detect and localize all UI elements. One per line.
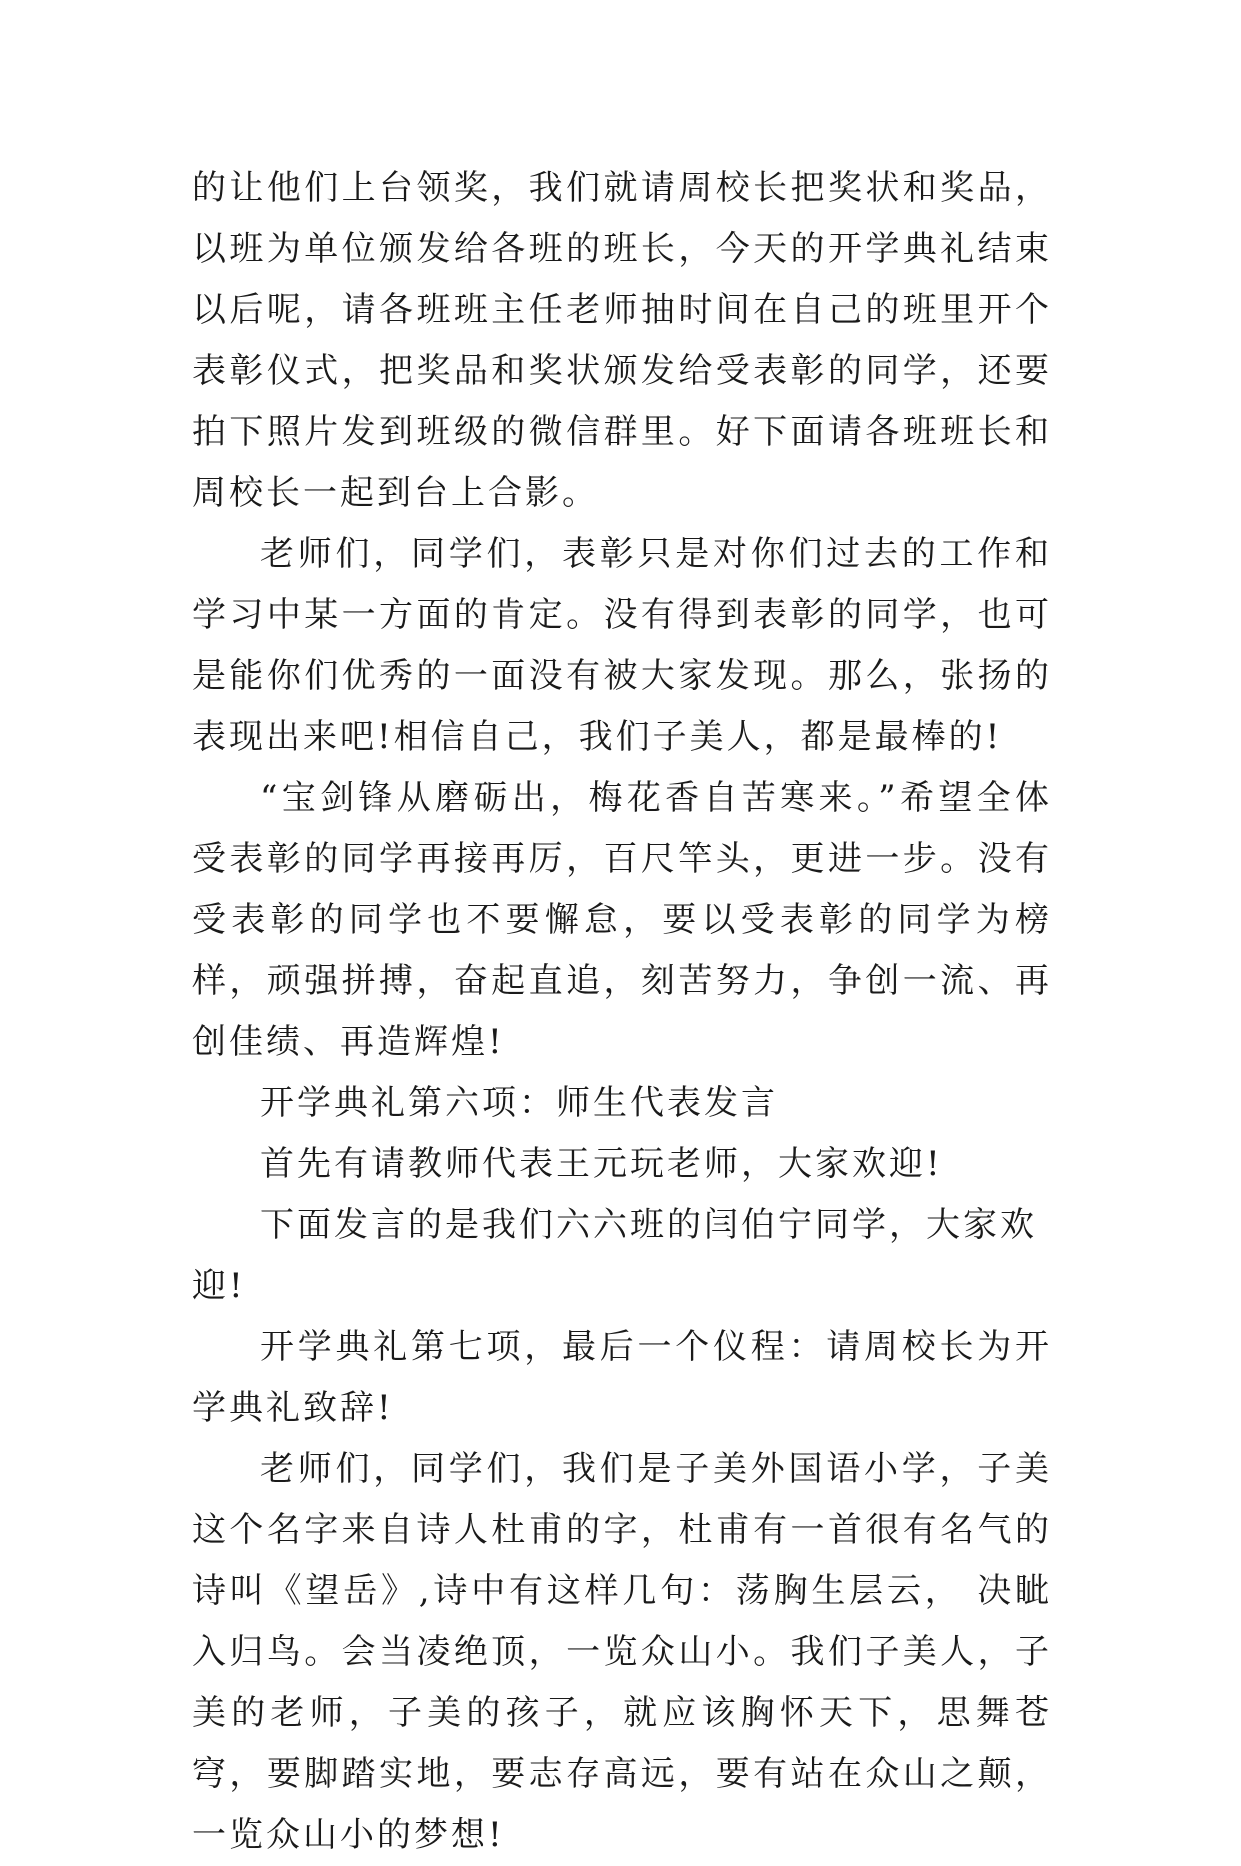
paragraph-agenda-item-seven: 开学典礼第七项，最后一个仪程：请周校长为开学典礼致辞! — [192, 1327, 1052, 1428]
paragraph-agenda-item-six: 开学典礼第六项：师生代表发言 — [260, 1083, 778, 1123]
paragraph-award-ceremony: 的让他们上台领奖，我们就请周校长把奖状和奖品，以班为单位颁发给各班的班长，今天的开学典礼结束以后呢，请各班班主任老师抽时间在自己的班里开个表彰仪式，把奖品和奖状颁发给受表彰的同学，还要拍下照片发到班级的微信群里。好下面请各班班长和周校长一起到台上合影。 — [192, 168, 1052, 513]
paragraph-closing-speech: 老师们，同学们，我们是子美外国语小学，子美这个名字来自诗人杜甫的字，杜甫有一首很有名气的诗叫《望岳》,诗中有这样几句：荡胸生层云， 决眦入归鸟。会当凌绝顶，一览众山小。我们子美人，子美的老师，子美的孩子，就应该胸怀天下，思舞苍穹，要脚踏实地，要志存高远，要有站在众山之颠，一览众山小的梦想! — [192, 1449, 1052, 1855]
document-body — [192, 158, 1052, 1866]
paragraph-sword-plum-quote: “宝剑锋从磨砺出，梅花香自苦寒来。”希望全体受表彰的同学再接再厉，百尺竿头，更进一步。没有受表彰的同学也不要懈怠，要以受表彰的同学为榜样，顽强拼搏，奋起直追，刻苦努力，争创一流、再创佳绩、再造辉煌! — [192, 778, 1052, 1062]
paragraph-student-representative: 下面发言的是我们六六班的闫伯宁同学，大家欢迎! — [192, 1205, 1037, 1306]
paragraph-recognition-encouragement: 老师们，同学们，表彰只是对你们过去的工作和学习中某一方面的肯定。没有得到表彰的同学，也可是能你们优秀的一面没有被大家发现。那么，张扬的表现出来吧!相信自己，我们子美人，都是最棒的! — [192, 534, 1052, 757]
paragraph-teacher-representative: 首先有请教师代表王元玩老师，大家欢迎! — [260, 1144, 943, 1184]
